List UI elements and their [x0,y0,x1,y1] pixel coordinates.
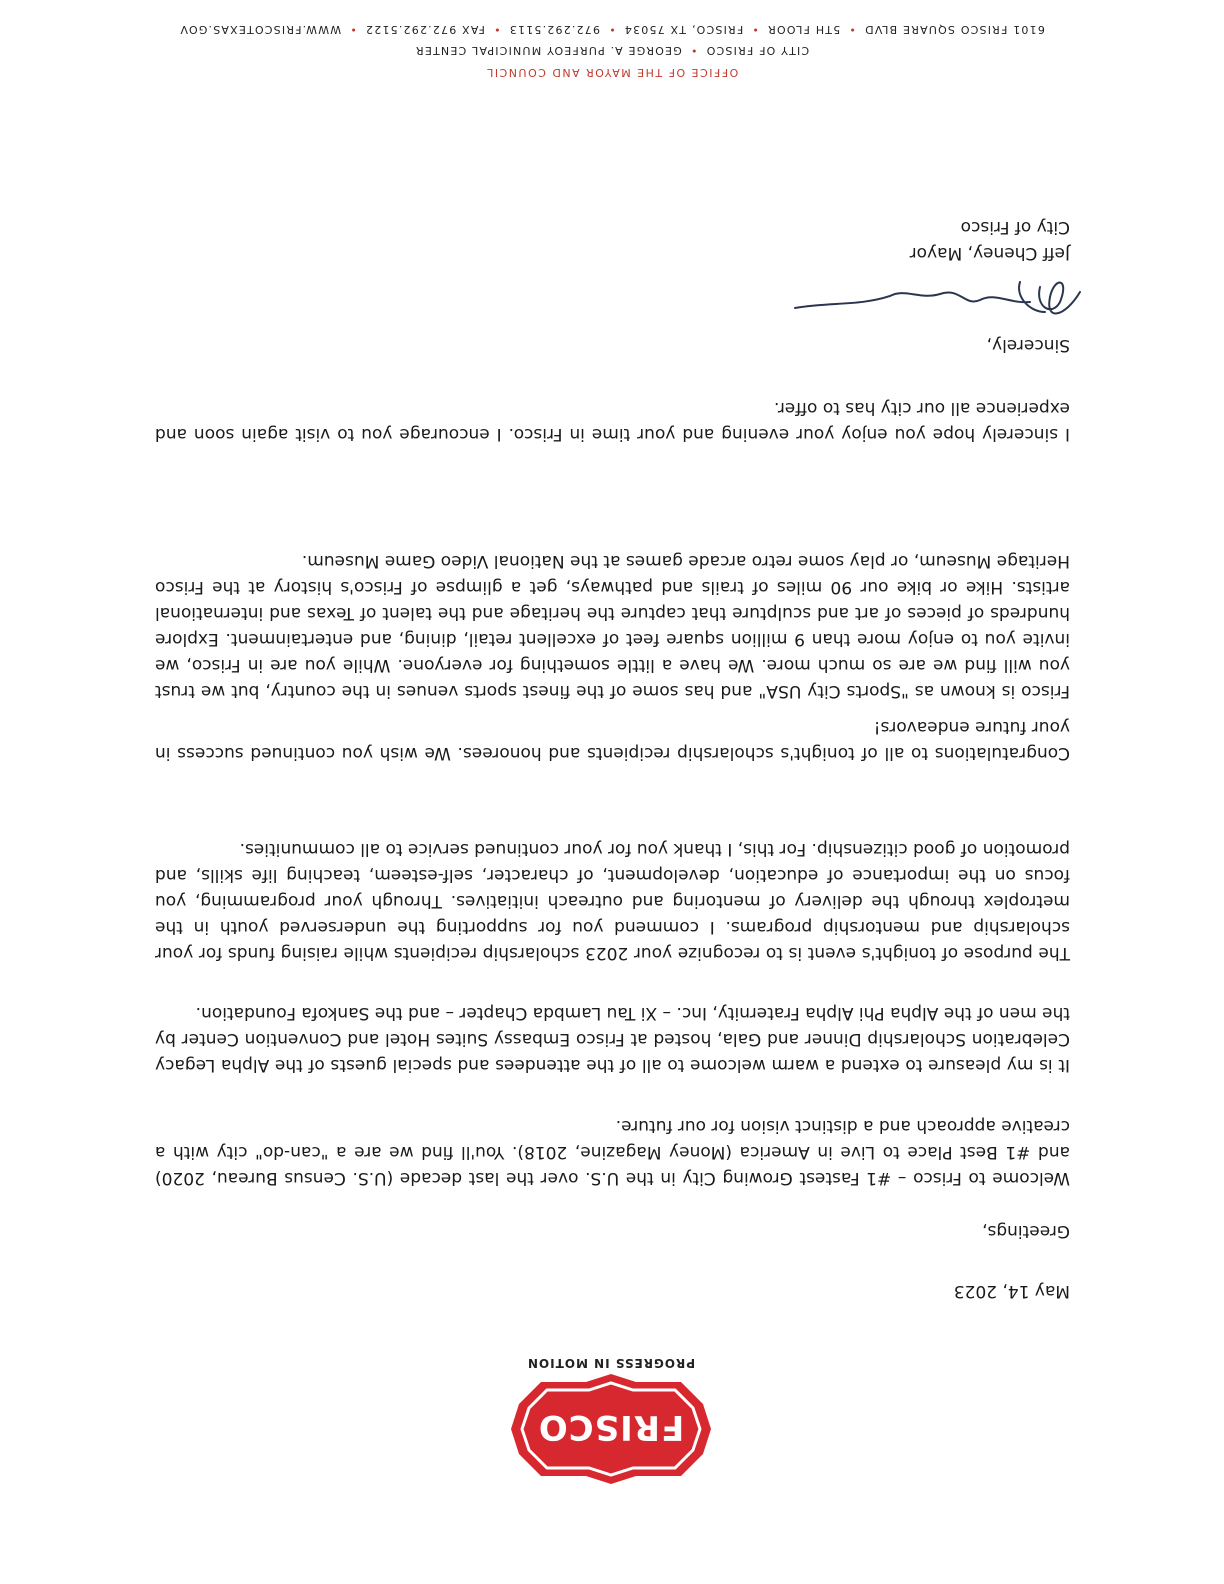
greeting: Greetings, [982,1221,1070,1241]
footer-separator: • [751,23,759,36]
footer-separator: • [689,44,698,57]
footer-floor: 5TH FLOOR [766,23,841,36]
footer-separator: • [848,23,856,36]
letter-date: May 14, 2023 [953,1281,1070,1301]
paragraph-closing-hope: I sincerely hope you enjoy your evening and your time in Frisco. I encourage you to visit again soon and experience all our city has to offer. [155,398,1070,444]
footer-separator: • [349,23,357,36]
signer-name: Jeff Cheney, Mayor [909,243,1070,263]
footer-municipal-center: GEORGE A. PURFEOY MUNICIPAL CENTER [414,44,682,57]
signer-city: City of Frisco [960,217,1070,237]
footer-separator: • [492,23,501,36]
footer-address [0,23,1224,36]
footer-center [0,44,1224,57]
paragraph-welcome: Welcome to Frisco – #1 Fastest Growing City in the U.S. over the last decade (U.S. Census Bureau, 2020) and #1 Best Place to Live in America (Money Magazine, 2018). You'll find we are a "can-do" city with a creative approach and a distinct vision for our future. [155,1116,1070,1188]
footer-office: OFFICE OF THE MAYOR AND COUNCIL [485,66,739,79]
logo-text: FRISCO [537,1407,685,1447]
footer-fax: FAX 972.292.5122 [364,23,485,36]
frisco-logo [511,1374,711,1484]
paragraph-congratulations: Congratulations to all of tonight's scholarship recipients and honorees. We wish you continued success in your future endeavors! [155,717,1070,763]
signature [790,262,1090,332]
paragraph-event: It is my pleasure to extend a warm welcome to all of the attendees and special guests of the Alpha Legacy Celebration Scholarship Dinner and Gala, hosted at Frisco Embassy Suites Hotel and Convention Center by the men of the Alpha Phi Alpha Fraternity, Inc. – Xi Tau Lambda Chapter – and the Sankofa Foundation. [155,1003,1070,1075]
footer-phone: 972.292.5113 [508,23,600,36]
paragraph-purpose: The purpose of tonight's event is to recognize your 2023 scholarship recipients while raising funds for your scholarship and mentorship programs. I commend you for supporting the underserved youth in the metroplex through the delivery of mentoring and outreach initiatives. Through your programming, you focus on the importance of education, development, of character, self-esteem, teaching life skills, and promotion of good citizenship. For this, I thank you for your continued service to all communities. [155,839,1070,963]
footer-city: CITY OF FRISCO [705,44,810,57]
footer-city-state: FRISCO, TX 75034 [623,23,744,36]
footer-website: WWW.FRISCOTEXAS.GOV [179,23,342,36]
paragraph-sports-city: Frisco is known as "Sports City USA" and has some of the finest sports venues in the country, but we trust you will find we are so much more. We have a little something for everyone. While you are in Frisco, we invite you to enjoy more than 9 million square feet of excellent retail, dining, and entertainment. Explore hundreds of pieces of art and sculpture that capture the heritage and the talent of Texas and international artists. Hike or bike our 90 miles of trails and pathways, get a glimpse of Frisco's history at the Frisco Heritage Museum, or play some retro arcade games at the National Video Game Museum. [155,551,1070,701]
tagline: PROGRESS IN MOTION [526,1356,696,1370]
closing: Sincerely, [986,335,1070,355]
footer-separator: • [608,23,616,36]
footer-street: 6101 FRISCO SQUARE BLVD [863,23,1045,36]
